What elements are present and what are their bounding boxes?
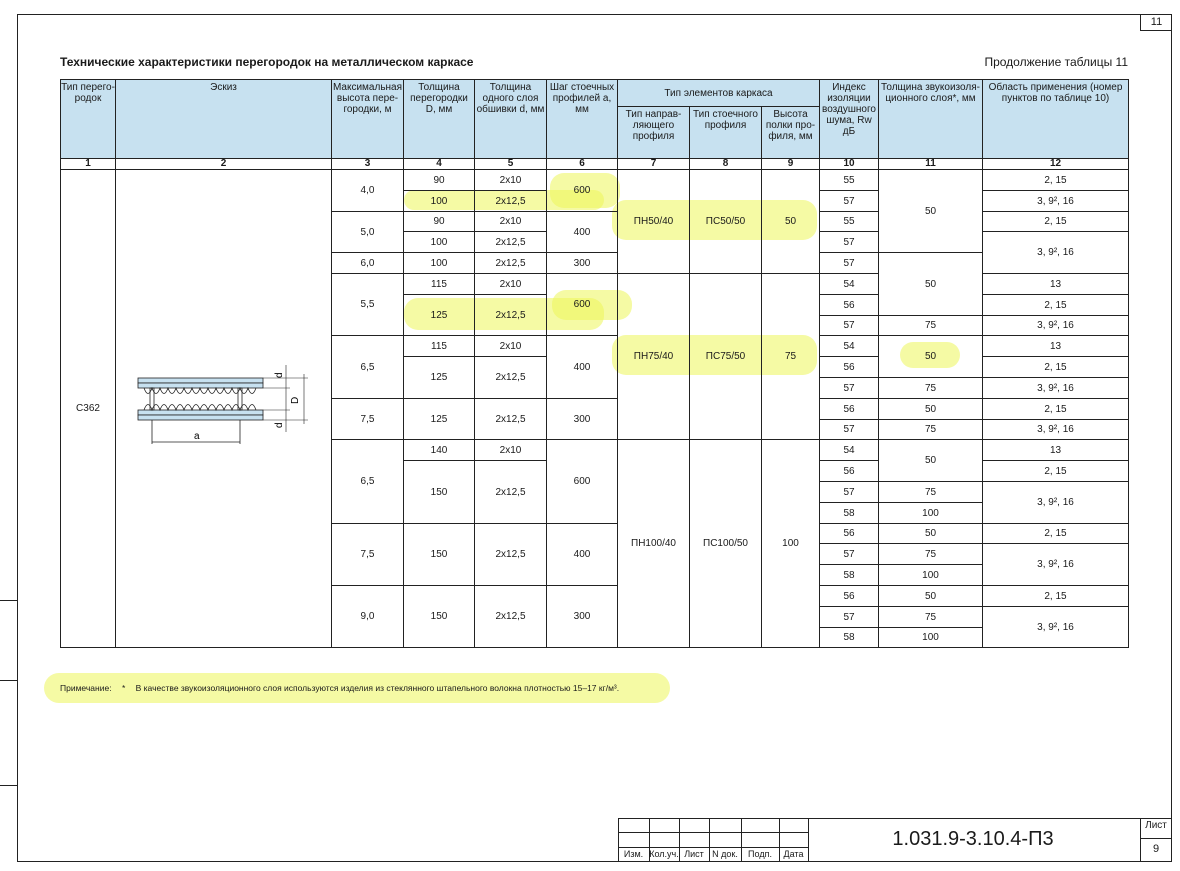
stud-profile-cell: ПС50/50 (689, 169, 762, 274)
insulation-cell: 50 (878, 398, 983, 420)
rw-index-cell: 57 (819, 606, 879, 628)
column-number: 4 (403, 158, 475, 170)
sheet-number: 9 (1152, 843, 1160, 855)
thickness-cell: 115 (403, 273, 475, 295)
area-cell: 2, 15 (982, 169, 1129, 191)
column-number: 10 (819, 158, 879, 170)
area-cell: 3, 9², 16 (982, 377, 1129, 399)
shelf-height-cell: 50 (761, 169, 820, 274)
header-thickness: Толщина перегородки D, мм (403, 79, 475, 159)
rw-index-cell: 55 (819, 211, 879, 232)
rw-index-cell: 57 (819, 231, 879, 253)
guide-profile-cell: ПН50/40 (617, 169, 690, 274)
step-cell: 600 (546, 169, 618, 212)
sheet-label: Лист (1145, 820, 1167, 831)
area-cell: 3, 9², 16 (982, 419, 1129, 440)
thickness-cell: 125 (403, 398, 475, 440)
column-number: 9 (761, 158, 820, 170)
insulation-cell: 50 (878, 169, 983, 253)
insulation-cell: 75 (878, 606, 983, 628)
rw-index-cell: 54 (819, 439, 879, 461)
column-number: 8 (689, 158, 762, 170)
sketch-label-d-bottom: d (274, 422, 285, 428)
layer-cell: 2x12,5 (474, 252, 547, 274)
area-cell: 2, 15 (982, 585, 1129, 607)
step-cell: 300 (546, 398, 618, 440)
partition-sketch (130, 360, 320, 445)
stud-profile-cell: ПС75/50 (689, 273, 762, 440)
stamp-label: Подп. (748, 849, 772, 859)
header-stud: Тип стоечного профиля (689, 106, 762, 159)
column-number: 6 (546, 158, 618, 170)
layer-cell: 2x12,5 (474, 231, 547, 253)
area-cell: 2, 15 (982, 398, 1129, 420)
header-insulation: Толщина звукоизоля-ционного слоя*, мм (878, 79, 983, 159)
thickness-cell: 100 (403, 252, 475, 274)
step-cell: 400 (546, 523, 618, 586)
layer-cell: 2x12,5 (474, 523, 547, 586)
rw-index-cell: 57 (819, 543, 879, 565)
thickness-cell: 125 (403, 356, 475, 399)
header-type: Тип перего-родок (60, 79, 116, 159)
rw-index-cell: 58 (819, 502, 879, 524)
rw-index-cell: 54 (819, 335, 879, 357)
stamp-label: Лист (684, 849, 704, 859)
area-cell: 3, 9², 16 (982, 231, 1129, 274)
footnote (60, 683, 619, 693)
note-star: * (121, 683, 126, 693)
max-height-cell: 6,5 (331, 335, 404, 399)
area-cell: 13 (982, 273, 1129, 295)
partition-type: С362 (60, 169, 116, 648)
guide-profile-cell: ПН100/40 (617, 439, 690, 648)
thickness-cell: 90 (403, 169, 475, 191)
thickness-cell: 140 (403, 439, 475, 461)
thickness-cell: 150 (403, 523, 475, 586)
column-number: 7 (617, 158, 690, 170)
rw-index-cell: 54 (819, 273, 879, 295)
area-cell: 2, 15 (982, 356, 1129, 378)
note-label: Примечание: (60, 683, 112, 693)
rw-index-cell: 55 (819, 169, 879, 191)
thickness-cell: 125 (403, 294, 475, 336)
max-height-cell: 6,0 (331, 252, 404, 274)
thickness-cell: 90 (403, 211, 475, 232)
column-number: 1 (60, 158, 116, 170)
area-cell: 3, 9², 16 (982, 481, 1129, 524)
stamp-label: N док. (712, 849, 738, 859)
sketch-label-d-top: d (274, 372, 285, 378)
header-sketch: Эскиз (115, 79, 332, 159)
step-cell: 600 (546, 273, 618, 336)
rw-index-cell: 57 (819, 190, 879, 212)
insulation-cell: 75 (878, 543, 983, 565)
insulation-cell: 50 (878, 252, 983, 316)
insulation-cell: 100 (878, 564, 983, 586)
insulation-cell: 75 (878, 419, 983, 440)
column-number: 11 (878, 158, 983, 170)
max-height-cell: 6,5 (331, 439, 404, 524)
page-title: Технические характеристики перегородок на металлическом каркасе (60, 55, 474, 69)
header-step: Шаг стоечных профилей а, мм (546, 79, 618, 159)
header-guide: Тип направ-ляющего профиля (617, 106, 690, 159)
thickness-cell: 100 (403, 190, 475, 212)
layer-cell: 2x12,5 (474, 294, 547, 336)
layer-cell: 2x12,5 (474, 190, 547, 212)
header-frame-group: Тип элементов каркаса (617, 79, 820, 107)
header-shelf: Высота полки про-филя, мм (761, 106, 820, 159)
area-cell: 13 (982, 335, 1129, 357)
guide-profile-cell: ПН75/40 (617, 273, 690, 440)
shelf-height-cell: 100 (761, 439, 820, 648)
area-cell: 3, 9², 16 (982, 190, 1129, 212)
insulation-cell: 100 (878, 502, 983, 524)
step-cell: 300 (546, 252, 618, 274)
thickness-cell: 115 (403, 335, 475, 357)
rw-index-cell: 57 (819, 252, 879, 274)
stamp-line (1140, 838, 1172, 839)
layer-cell: 2x10 (474, 211, 547, 232)
stud-profile-cell: ПС100/50 (689, 439, 762, 648)
layer-cell: 2x12,5 (474, 356, 547, 399)
rw-index-cell: 57 (819, 377, 879, 399)
area-cell: 2, 15 (982, 460, 1129, 482)
rw-index-cell: 56 (819, 294, 879, 316)
rw-index-cell: 57 (819, 481, 879, 503)
column-number: 3 (331, 158, 404, 170)
column-number: 2 (115, 158, 332, 170)
table-continuation: Продолжение таблицы 11 (984, 55, 1128, 69)
top-sheet-number: 11 (1140, 14, 1172, 31)
insulation-cell: 50 (878, 523, 983, 544)
sketch-label-D: D (290, 396, 301, 404)
note-text: В качестве звукоизоляционного слоя используются изделия из стеклянного штапельного волокна плотностью 15–17 кг/м³. (135, 683, 620, 693)
rw-index-cell: 56 (819, 398, 879, 420)
insulation-cell: 75 (878, 315, 983, 336)
max-height-cell: 7,5 (331, 398, 404, 440)
max-height-cell: 9,0 (331, 585, 404, 648)
stamp-label: Кол.уч. (649, 849, 679, 859)
header-layer: Толщина одного слоя обшивки d, мм (474, 79, 547, 159)
header-index: Индекс изоляции воздушного шума, Rw дБ (819, 79, 879, 159)
column-number: 5 (474, 158, 547, 170)
stamp-label: Изм. (623, 849, 644, 859)
area-cell: 2, 15 (982, 211, 1129, 232)
insulation-cell: 50 (878, 335, 983, 378)
shelf-height-cell: 75 (761, 273, 820, 440)
insulation-cell: 75 (878, 377, 983, 399)
stamp-label: Дата (783, 849, 804, 859)
area-cell: 3, 9², 16 (982, 606, 1129, 648)
thickness-cell: 150 (403, 460, 475, 524)
area-cell: 2, 15 (982, 523, 1129, 544)
layer-cell: 2x10 (474, 439, 547, 461)
insulation-cell: 75 (878, 481, 983, 503)
header-area: Область применения (номер пунктов по таблице 10) (982, 79, 1129, 159)
layer-cell: 2x12,5 (474, 398, 547, 440)
rw-index-cell: 57 (819, 419, 879, 440)
area-cell: 3, 9², 16 (982, 315, 1129, 336)
layer-cell: 2x10 (474, 169, 547, 191)
rw-index-cell: 58 (819, 627, 879, 648)
max-height-cell: 5,5 (331, 273, 404, 336)
rw-index-cell: 56 (819, 523, 879, 544)
rw-index-cell: 57 (819, 315, 879, 336)
area-cell: 3, 9², 16 (982, 543, 1129, 586)
layer-cell: 2x12,5 (474, 585, 547, 648)
step-cell: 400 (546, 211, 618, 253)
rw-index-cell: 56 (819, 460, 879, 482)
step-cell: 300 (546, 585, 618, 648)
step-cell: 400 (546, 335, 618, 399)
max-height-cell: 7,5 (331, 523, 404, 586)
rw-index-cell: 56 (819, 356, 879, 378)
sketch-label-a: a (194, 431, 200, 442)
layer-cell: 2x12,5 (474, 460, 547, 524)
step-cell: 600 (546, 439, 618, 524)
area-cell: 2, 15 (982, 294, 1129, 316)
insulation-cell: 50 (878, 439, 983, 482)
header-max-height: Максимальная высота пере-городки, м (331, 79, 404, 159)
insulation-cell: 100 (878, 627, 983, 648)
insulation-cell: 50 (878, 585, 983, 607)
area-cell: 13 (982, 439, 1129, 461)
thickness-cell: 100 (403, 231, 475, 253)
column-number: 12 (982, 158, 1129, 170)
layer-cell: 2x10 (474, 273, 547, 295)
layer-cell: 2x10 (474, 335, 547, 357)
rw-index-cell: 58 (819, 564, 879, 586)
max-height-cell: 4,0 (331, 169, 404, 212)
max-height-cell: 5,0 (331, 211, 404, 253)
rw-index-cell: 56 (819, 585, 879, 607)
thickness-cell: 150 (403, 585, 475, 648)
document-number: 1.031.9-3.10.4-П3 (892, 828, 1054, 850)
